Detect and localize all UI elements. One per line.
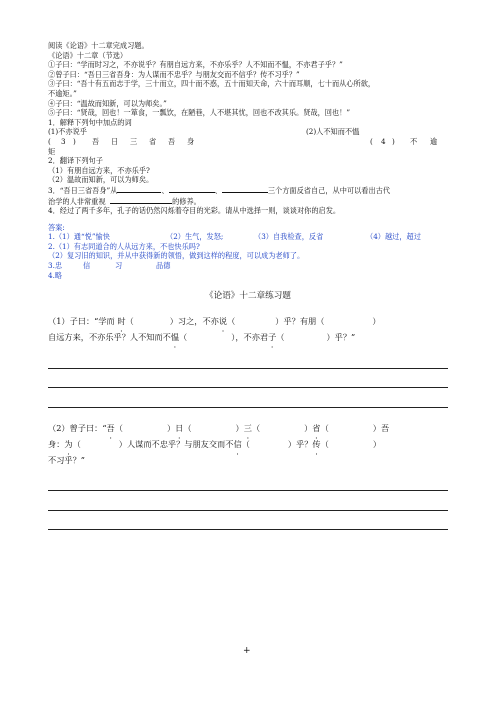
writing-line-2[interactable] [48, 369, 448, 389]
p2-paren-open-6: （ [241, 438, 250, 449]
answer-2-2: （2）复习旧的知识，并从中获得新的领悟，做到这样的程度，可以成为老师了。 [48, 251, 305, 261]
answer-1-3: （3）自我检查，反省 [254, 232, 324, 242]
q1-item4-tail: 矩 [48, 146, 56, 156]
p2-paren-close-1: ） [166, 422, 176, 433]
q3-line2-pre: 治学的人非常重视 [48, 196, 106, 206]
q1-item3-c5: 三 [130, 136, 138, 146]
practice-title: 《论语》十二章练习题 [205, 291, 291, 302]
writing-line-6[interactable] [48, 511, 448, 531]
q1-item3-c4: 日 [111, 136, 119, 146]
writing-line-3[interactable] [48, 388, 448, 408]
passage-1: ①子曰：“学而时习之，不亦说乎？有朋自远方来，不亦乐乎？人不知而不愠，不亦君子乎？” [48, 60, 343, 70]
p1-text-f: ）乎？” [326, 332, 356, 343]
q1-item3-c6: 省 [149, 136, 157, 146]
q1-row-b [48, 137, 448, 147]
q1-item-2: (2)人不知而不愠 [306, 127, 360, 137]
p1-paren-open-1: （ [125, 316, 134, 327]
p2-paren-close-7: ） [372, 438, 382, 449]
p2-text-c: 身： [48, 438, 65, 449]
p1-paren-close-3: ） [372, 316, 381, 327]
q4-text: 4．经过了两千多年，孔子的话仍然闪烁着夺目的光彩。请从中选择一则，谈谈对你的启发。 [48, 206, 341, 216]
intro-text: 阅读《论语》十二章完成习题。 [48, 41, 149, 50]
q1-item-1: (1)不亦说乎 [48, 127, 87, 137]
q2-heading: 2．翻译下列句子 [48, 156, 103, 166]
practice-2-line-3: 不习乎？” [48, 454, 85, 465]
q1-row-a [48, 127, 448, 137]
q3-blank-1 [117, 185, 161, 193]
p2-paren-open-5: （ [72, 438, 81, 449]
writing-line-1[interactable] [48, 349, 448, 369]
answer-3-1: 3.忠 [48, 261, 63, 271]
document-page [48, 41, 448, 530]
q3-blank-2 [169, 185, 215, 193]
answer-1 [48, 232, 448, 242]
p2-paren-open-4: （ [320, 422, 329, 433]
p2-word-xing: 省 [312, 422, 321, 433]
p1-word-yun: 愠 [170, 332, 180, 343]
p1-word-shi: 时 [117, 316, 126, 327]
q1-item4-c4: 逾 [430, 136, 438, 146]
q3-blank-3 [222, 185, 268, 193]
q3-sep-2: 、 [214, 185, 222, 195]
p1-paren-open-2: （ [227, 316, 236, 327]
answer-4: 4.略 [48, 270, 63, 280]
page-footer-mark: + [243, 646, 251, 656]
answer-3-3: 习 [115, 261, 123, 271]
q1-item4-c2: ) [392, 136, 395, 146]
q1-heading: 1．解释下列句中加点的词 [48, 117, 132, 127]
answer-1-2: （2）生气，发怒; [166, 232, 224, 242]
writing-line-4[interactable] [48, 472, 448, 492]
p2-paren-open-2: （ [183, 422, 192, 433]
q1-item3-c7: 吾 [168, 136, 176, 146]
practice-1-line-2 [48, 329, 448, 345]
q3-blank-4 [110, 196, 172, 204]
q1-item4-c3: 不 [410, 136, 418, 146]
q1-item3-c3: 吾 [92, 136, 100, 146]
q1-item3-c2: ) [73, 136, 76, 146]
p2-paren-open-1: （ [114, 422, 123, 433]
q3-line2-post: 的修养。 [172, 196, 201, 206]
q3-pre: 3．“吾日三省吾身”从 [48, 185, 118, 195]
p1-word-zi: 子 [268, 332, 277, 343]
p2-text-e: ）乎？ [287, 438, 313, 449]
q1-item3-c8: 身 [187, 136, 195, 146]
practice-1-line-1 [48, 313, 448, 329]
practice-2-line-1 [48, 420, 448, 436]
p1-text-b: ）习之，不亦 [169, 316, 219, 327]
p2-paren-close-3: ） [304, 422, 313, 433]
p2-text-d: ）人谋而不忠乎？与朋友交而不 [118, 438, 234, 449]
p1-text-c: ）乎？有朋（ [275, 316, 325, 327]
p2-paren-close-2: ） [235, 422, 244, 433]
passage-3-cont: 不逾矩。” [48, 88, 77, 98]
passage-3: ③子曰：“吾十有五而志于学，三十而立，四十而不惑，五十而知天命，六十而耳顺，七十而从心所欲， [48, 79, 376, 89]
p1-text-a: （1）子曰：“学而 [48, 316, 115, 327]
q1-item4-c0: ( [370, 136, 373, 146]
p2-word-wei: 为 [64, 438, 73, 449]
p2-word-san: 三 [243, 422, 252, 433]
answer-1-4: （4）越过，超过 [366, 232, 421, 242]
answer-2-1: 2.（1）有志同道合的人从远方来，不也快乐吗? [48, 241, 200, 251]
p2-paren-open-3: （ [251, 422, 261, 433]
answer-3 [48, 261, 448, 271]
q2-item-2: （2）温故而知新，可以为师矣。 [48, 175, 154, 185]
p2-paren-open-7: （ [320, 438, 329, 449]
answer-3-2: 信 [83, 261, 91, 271]
q1-item3-c0: ( [48, 136, 51, 146]
answer-3-4: 品德 [156, 261, 171, 271]
p1-text-d: 自远方来，不亦乐乎？人不知而不 [48, 332, 171, 343]
p2-text-b: ）吾 [372, 422, 390, 433]
p1-text-e: ），不亦君 [231, 332, 269, 343]
p1-paren-open-5: （ [276, 332, 285, 343]
p1-paren-open-4: （ [179, 332, 188, 343]
writing-line-5[interactable] [48, 491, 448, 511]
answers-heading: 答案: [48, 222, 65, 232]
p2-word-wu: 吾 [106, 422, 115, 433]
q3-post: 三个方面反省自己，从中可以看出古代 [267, 185, 391, 195]
p2-word-xin: 信 [233, 438, 242, 449]
q1-item3-c1: 3 [61, 136, 66, 146]
passage-2: ②曾子曰：“吾日三省吾身：为人谋而不忠乎？与朋友交而不信乎？传不习乎？” [48, 69, 300, 79]
passage-4: ④子曰：“温故而知新，可以为师矣。” [48, 98, 167, 108]
p2-word-chuan: 传 [312, 438, 321, 449]
section-subtitle: 《论语》十二章（节选） [48, 50, 128, 60]
q1-item4-c1: 4 [381, 136, 386, 146]
answer-1-1: 1.（1）通“悦”愉快 [48, 232, 110, 242]
p2-text-a: （2）曾子曰：“ [48, 422, 107, 433]
q3-line-2 [48, 196, 448, 207]
p1-word-yue: 说 [218, 316, 228, 327]
p2-word-ri: 日 [175, 422, 184, 433]
passage-5: ⑤子曰：“贤哉，回也！一箪食，一瓢饮，在陋巷，人不堪其忧，回也不改其乐。贤哉，回也！” [48, 108, 351, 118]
q2-item-1: （1）有朋自远方来，不亦乐乎? [48, 165, 150, 175]
q3-line-1 [48, 185, 448, 196]
q3-sep-1: 、 [161, 185, 169, 195]
